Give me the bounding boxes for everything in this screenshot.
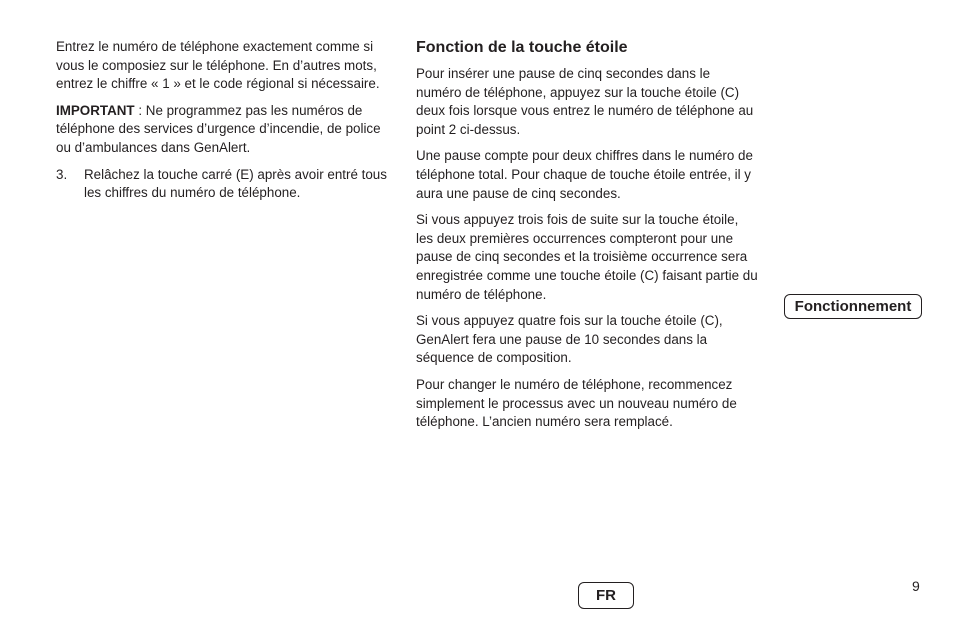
important-note [56,102,399,158]
step-text: Relâchez la touche carré (E) après avoir entré tous les chiffres du numéro de téléphone. [84,166,387,201]
paragraph-four-presses: Si vous appuyez quatre fois sur la touche étoile (C), GenAlert fera une pause de 10 secondes dans la séquence de composition. [416,313,723,366]
intro-paragraph: Entrez le numéro de téléphone exactement comme si vous le composiez sur le téléphone. En d’autres mots, entrez le chiffre « 1 » et le code régional si nécessaire. [56,39,380,92]
page-number: 9 [912,578,920,594]
important-label: IMPORTANT [56,102,135,118]
paragraph-pause: Pour insérer une pause de cinq secondes dans le numéro de téléphone, appuyez sur la touche étoile (C) deux fois lorsque vous entrez le numéro de téléphone au point 2 ci-dessus. [416,66,754,137]
section-heading: Fonction de la touche étoile [416,39,628,56]
step-3 [56,166,399,203]
paragraph-pause-count: Une pause compte pour deux chiffres dans le numéro de téléphone total. Pour chaque de touche étoile entrée, il y aura une pause de cinq secondes. [416,148,753,201]
step-number: 3. [56,166,68,182]
left-column [56,38,399,203]
language-tab: FR [578,582,634,609]
paragraph-three-presses: Si vous appuyez trois fois de suite sur la touche étoile, les deux premières occurrences compteront pour une pause de cinq secondes et la troisième occurrence sera enregistrée comme une touche étoile (C) faisant partie du numéro de téléphone. [416,212,758,302]
section-tab: Fonctionnement [784,294,922,319]
paragraph-change-number: Pour changer le numéro de téléphone, recommencez simplement le processus avec un nouveau numéro de téléphone. L’ancien numéro sera remplacé. [416,376,737,430]
important-text: : Ne programmez pas les numéros de téléphone des services d’urgence d’incendie, de police ou d’ambulances dans GenAlert. [56,102,381,155]
right-column [416,38,758,440]
